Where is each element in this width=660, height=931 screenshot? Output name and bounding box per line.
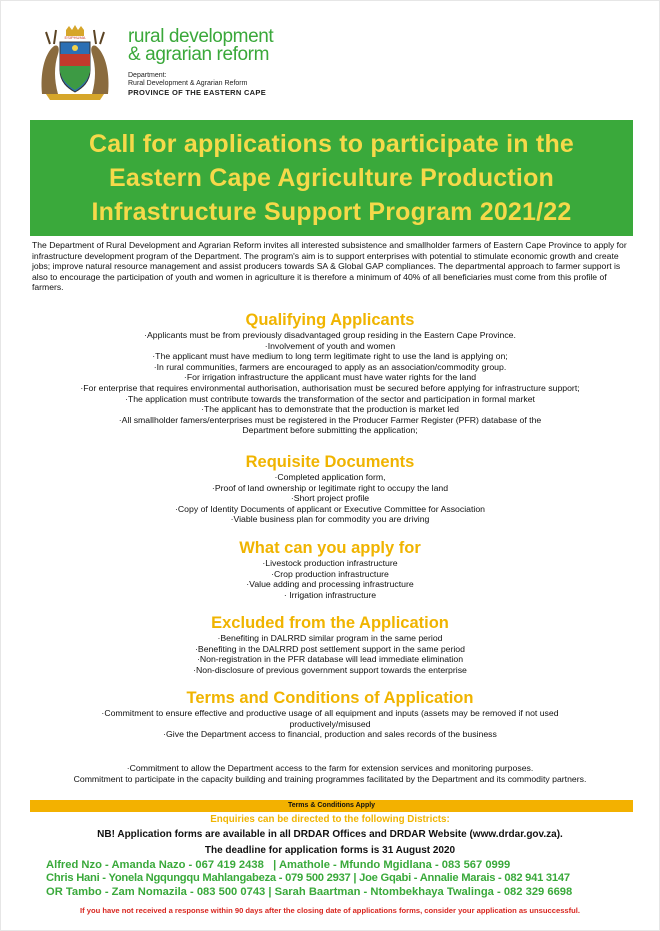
department-name: Rural Development & Agrarian Reform <box>128 80 248 87</box>
apply-for-item: ·Value adding and processing infrastructure <box>246 579 414 590</box>
unsuccessful-notice: If you have not received a response within 90 days after the closing date of applications forms, consider your application as unsuccessful. <box>79 906 581 915</box>
requisite-item: ·Completed application form, <box>274 472 386 482</box>
contact-line: OR Tambo - Zam Nomazila - 083 500 0743 | Sarah Baartman - Ntombekhaya Twalinga - 082 329 6698 <box>46 885 573 898</box>
qualifying-item: ·Involvement of youth and women <box>264 340 396 351</box>
qualifying-section <box>0 310 660 436</box>
terms-item: ·Commitment to allow the Department access to the farm for extension services and monitoring purposes. <box>126 763 534 773</box>
district-contacts <box>46 859 626 899</box>
nb-notice: NB! Application forms are available in all DRDAR Offices and DRDAR Website (www.drdar.gov.za). <box>97 829 563 840</box>
qualifying-item: ·The application must contribute towards the transformation of the sector and participation in formal market <box>125 393 535 404</box>
apply-for-title: What can you apply for <box>239 539 421 557</box>
contact-line: Alfred Nzo - Amanda Nazo - 067 419 2438 | Amathole - Mfundo Mgidlana - 083 567 0999 <box>46 859 511 871</box>
enquiries-heading: Enquiries can be directed to the following Districts: <box>210 814 450 825</box>
crest-motto: ESIPHUMA <box>64 35 86 40</box>
qualifying-item: ·Applicants must be from previously disadvantaged group residing in the Eastern Cape Province. <box>144 330 516 340</box>
brand-block <box>128 28 273 98</box>
terms-item: Commitment to participate in the capacity building and training programmes facilitated by the Department and its commodity partners. <box>73 773 587 784</box>
qualifying-item: ·For irrigation infrastructure the applicant must have water rights for the land <box>183 372 477 383</box>
excluded-item: ·Non-disclosure of previous government support towards the enterprise <box>193 664 467 675</box>
requisite-item: ·Copy of Identity Documents of applicant or Executive Committee for Association <box>175 503 485 514</box>
terms-section <box>0 688 660 740</box>
brand-line-2: & agrarian reform <box>128 44 270 65</box>
terms-item: ·Commitment to ensure effective and productive usage of all equipment and inputs (assets may be removed if not used <box>101 708 559 718</box>
qualifying-item: ·In rural communities, farmers are encouraged to apply as an association/commodity group. <box>153 361 507 372</box>
terms-item: ·Give the Department access to financial, production and sales records of the business <box>163 729 497 740</box>
banner-line-1: Call for applications to participate in the <box>88 130 575 158</box>
terms-apply-bar: Terms & Conditions Apply <box>30 800 633 812</box>
qualifying-item: ·For enterprise that requires environmental authorisation, authorisation must be secured before applying for infrastructure support; <box>80 382 580 393</box>
title-banner <box>30 120 633 236</box>
apply-for-item: ·Crop production infrastructure <box>271 568 389 579</box>
banner-line-2: Eastern Cape Agriculture Production <box>108 164 555 192</box>
requisite-item: ·Proof of land ownership or legitimate right to occupy the land <box>211 482 449 493</box>
requisite-title: Requisite Documents <box>245 453 415 471</box>
excluded-title: Excluded from the Application <box>211 614 449 632</box>
coat-of-arms-icon <box>36 24 114 102</box>
requisite-item: ·Short project profile <box>290 493 370 504</box>
qualifying-item: ·The applicant has to demonstrate that the production is market led <box>201 404 459 415</box>
apply-for-item: ·Livestock production infrastructure <box>262 558 398 568</box>
apply-for-item: · Irrigation infrastructure <box>283 589 377 600</box>
excluded-item: ·Benefiting in DALRRD similar program in the same period <box>217 633 443 643</box>
deadline-notice: The deadline for application forms is 31 August 2020 <box>204 845 456 856</box>
brand-line-1: rural development <box>128 26 274 47</box>
terms-section-continued <box>0 763 660 784</box>
header <box>30 18 630 108</box>
qualifying-item: ·The applicant must have medium to long term legitimate right to use the land is applying on; <box>152 351 508 362</box>
intro-paragraph: The Department of Rural Development and Agrarian Reform invites all interested subsistence and smallholder farmers of Eastern Cape Province to apply for infrastructure development program of the Department. The program's aim is to support enterprises with potential to stimulate economic growth and create jobs; improve natural resource management and assist producers towards SA & Global GAP compliances. The departmental approach to farmer support is also to encourage the participation of youth and women in agriculture it is therefore a minimum of 40% of all beneficiaries must come from this profile of farmers. <box>32 240 627 293</box>
contact-line: Chris Hani - Yonela Ngqungqu Mahlangabeza - 079 500 2937 | Joe Gqabi - Annalie Marais - 082 941 3147 <box>46 872 570 885</box>
qualifying-item: ·All smallholder famers/enterprises must be registered in the Producer Farmer Register (PFR) database of the <box>118 414 542 425</box>
excluded-section <box>0 613 660 675</box>
terms-title: Terms and Conditions of Application <box>186 689 474 707</box>
requisite-section <box>0 452 660 525</box>
qualifying-item: Department before submitting the application; <box>242 425 418 436</box>
excluded-item: ·Non-registration in the PFR database will lead immediate elimination <box>196 654 464 665</box>
excluded-item: ·Benefiting in the DALRRD post settlement support in the same period <box>195 643 465 654</box>
banner-line-3: Infrastructure Support Program 2021/22 <box>91 198 572 226</box>
department-label: Department: <box>128 72 167 79</box>
requisite-item: ·Viable business plan for commodity you are driving <box>230 514 430 525</box>
province-name: PROVINCE OF THE EASTERN CAPE <box>128 88 266 97</box>
qualifying-title: Qualifying Applicants <box>245 311 415 329</box>
terms-item: productively/misused <box>289 718 371 729</box>
apply-for-section <box>0 538 660 600</box>
